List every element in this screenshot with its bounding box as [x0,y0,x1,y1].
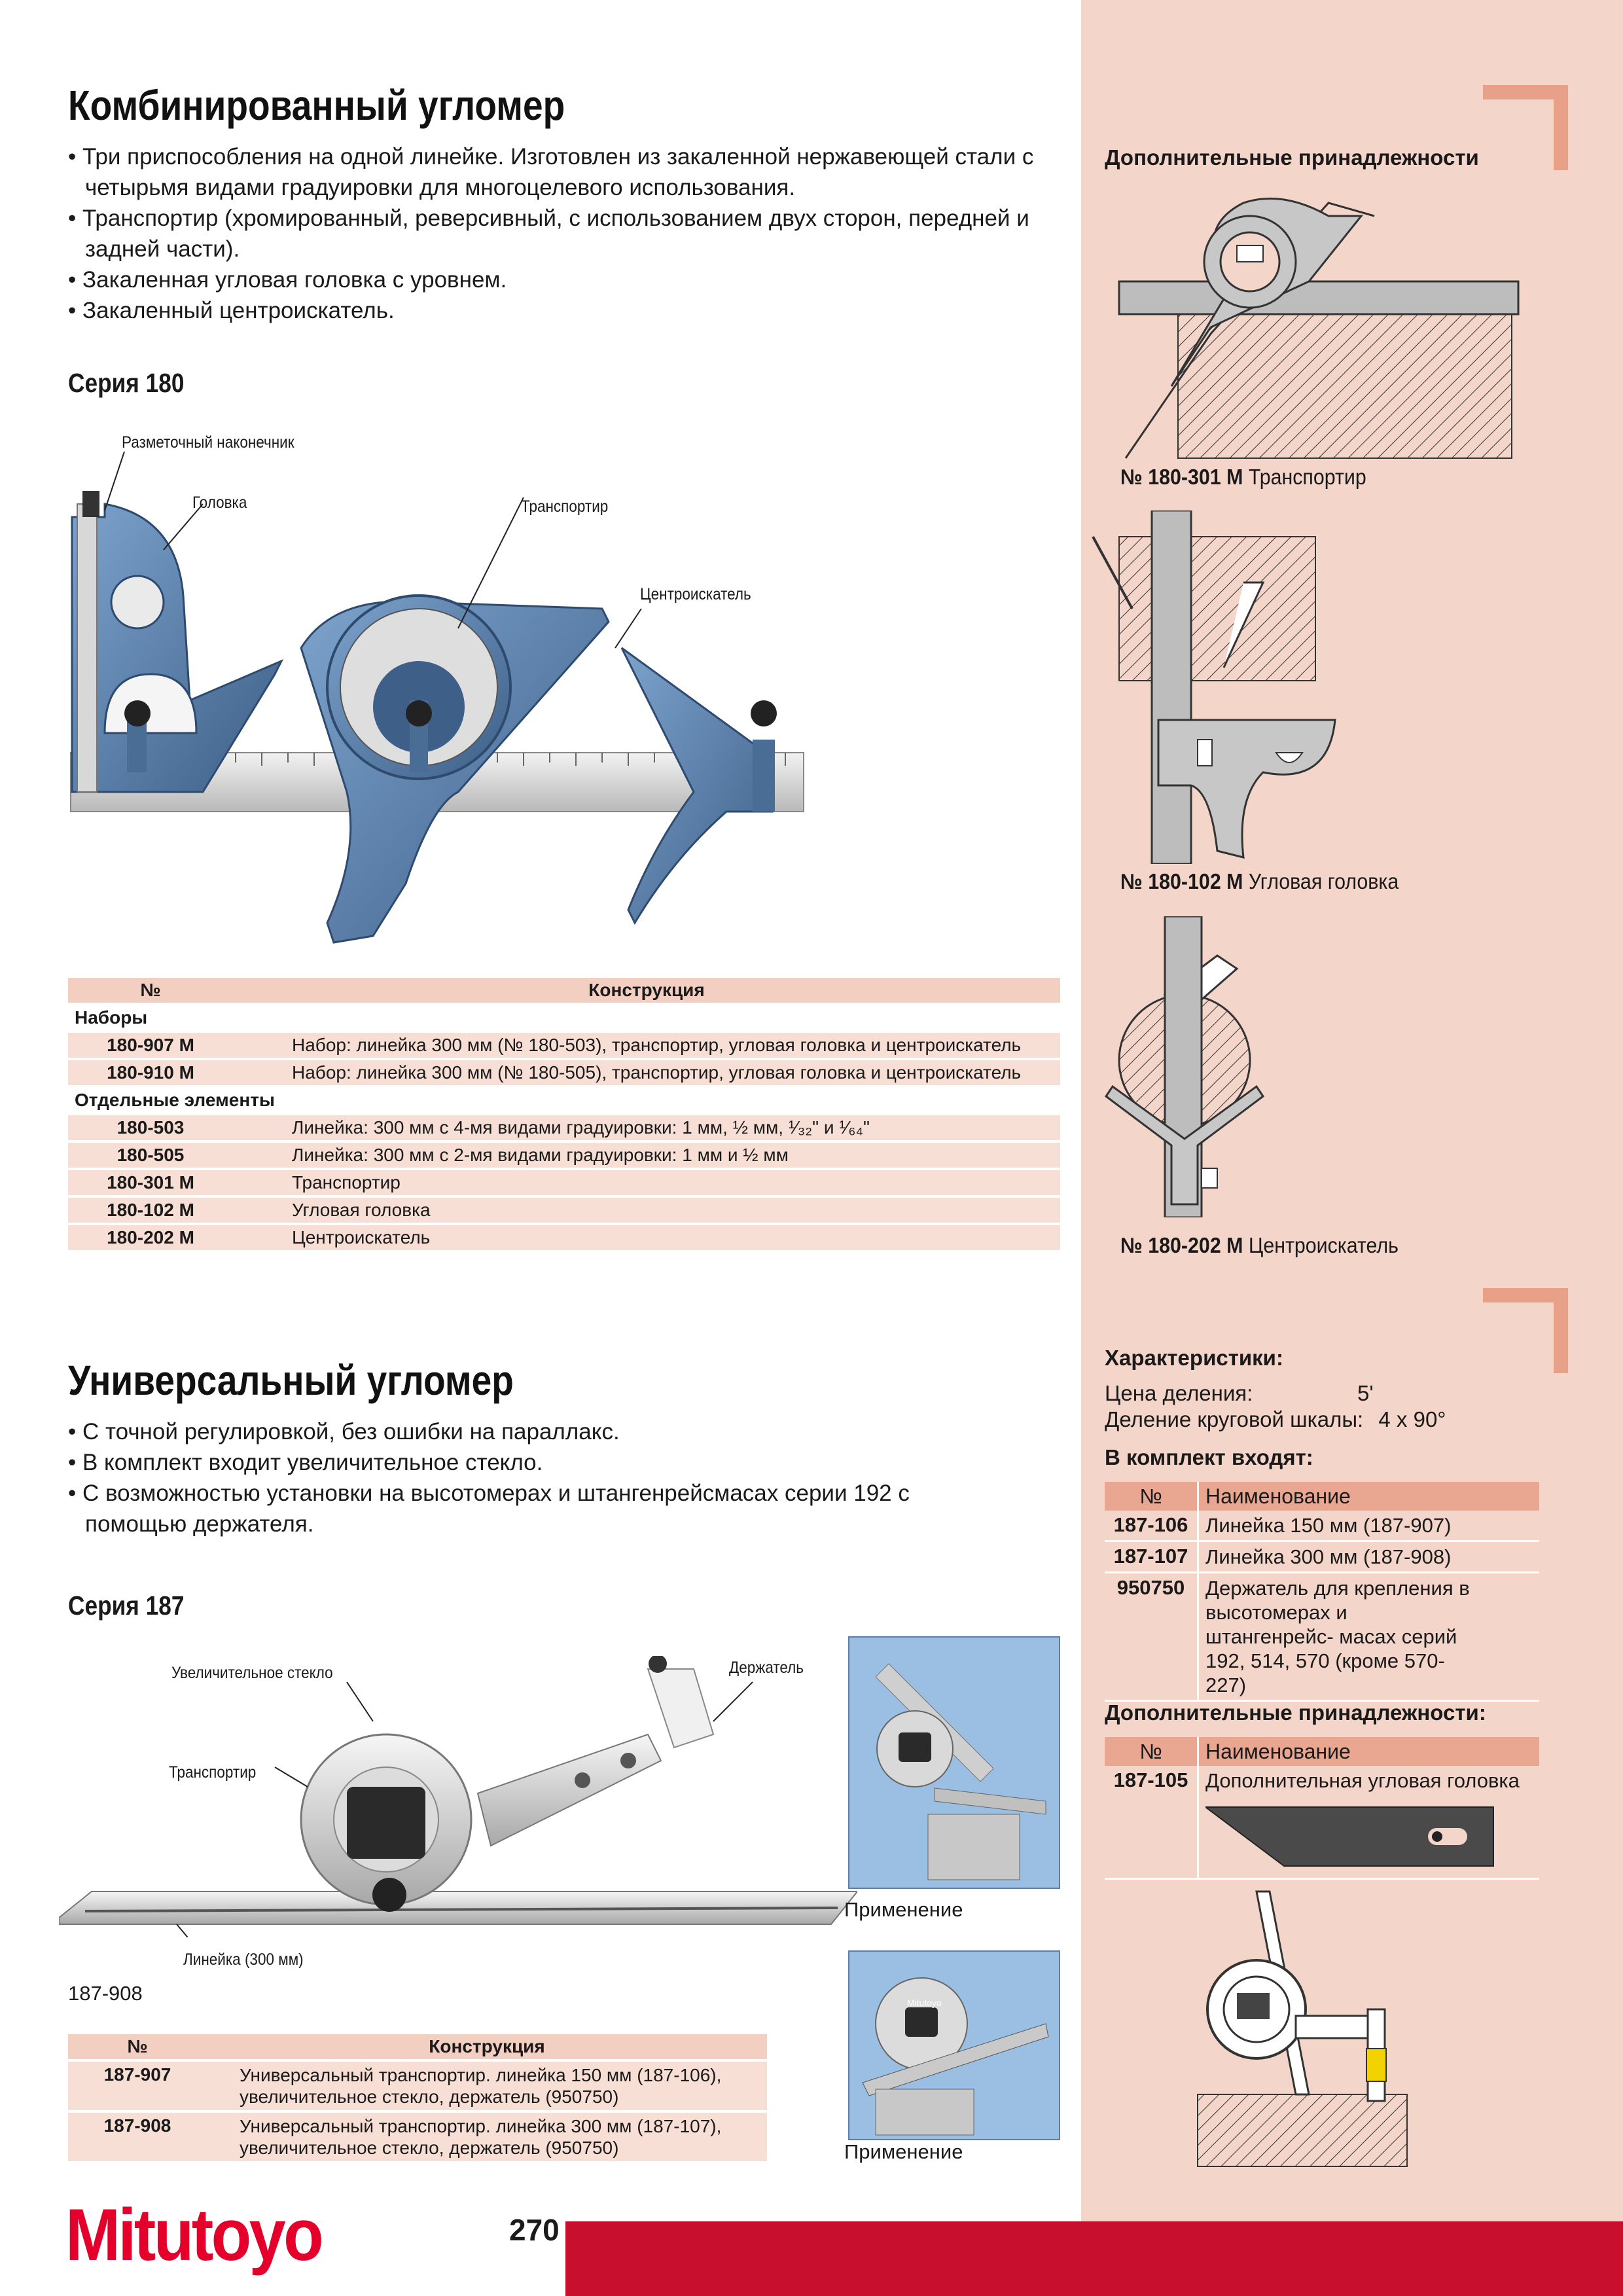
characteristic-value: 5' [1357,1381,1374,1405]
kit-table-header [1105,1482,1539,1511]
table-header-design: Конструкция [207,2034,767,2059]
row-text: Центроискатель [233,1225,1060,1250]
section1-bullet: • Закаленная угловая головка с уровнем. [68,264,1037,295]
row-number: 180-301 M [68,1170,233,1195]
square-head-diagram [1080,511,1355,864]
row-number: 180-907 M [68,1033,233,1058]
row-number: 180-102 M [68,1198,233,1223]
accessories-heading: Дополнительные принадлежности [1105,145,1479,170]
application-caption-1: Применение [844,1898,963,1921]
section1-bullets [68,141,1037,326]
row-number: 187-908 [68,2113,207,2161]
acc-row-name-text: Дополнительная угловая головка [1205,1769,1520,1792]
callout-protractor-2: Транспортир [169,1763,257,1782]
table-row [68,1143,1060,1168]
mitutoyo-logo: Mitutoyo [65,2194,322,2276]
caption-center-head [1120,1233,1399,1258]
table-row [68,1033,1060,1058]
section2-bullets [68,1416,919,1539]
series-180-heading: Серия 180 [68,368,185,398]
row-text: Угловая головка [233,1198,1060,1223]
row-number: 187-907 [68,2062,207,2110]
kit-row-number: 187-106 [1105,1511,1199,1540]
kit-col-no: № [1105,1482,1199,1511]
table-row [68,1060,1060,1085]
row-text [207,2062,767,2110]
accessories-table [1105,1737,1539,1880]
caption-protractor-text: Транспортир [1248,465,1366,489]
row-number: 180-202 M [68,1225,233,1250]
row-text-line: увеличительное стекло, держатель (950750) [240,2087,619,2107]
callout-ruler: Линейка (300 мм) [183,1950,304,1969]
acc-row-number: 187-105 [1105,1766,1199,1878]
table-row [68,1198,1060,1223]
row-text: Транспортир [233,1170,1060,1195]
row-text: Линейка: 300 мм с 4-мя видами градуировки: 1 мм, ½ мм, ¹⁄₃₂" и ¹⁄₆₄" [233,1115,1060,1140]
acc-col-no: № [1105,1737,1199,1767]
table-row [68,1170,1060,1195]
kit-row-number: 187-107 [1105,1542,1199,1571]
caption-square-head [1120,869,1399,894]
application-photo-2 [848,1950,1060,2140]
section1-bullet: • Три приспособления на одной линейке. Изготовлен из закаленной нержавеющей стали с четырьмя видами градуировки для многоцелевого использования. [68,141,1037,203]
protractor-diagram [1113,190,1531,465]
table-header-no: № [68,978,233,1003]
caption-protractor-number: № 180-301 M [1120,465,1243,489]
section2-bullet: • В комплект входит увеличительное стекло. [68,1447,919,1478]
group-sets: Наборы [75,1007,148,1028]
section2-bullet: • С точной регулировкой, без ошибки на параллакс. [68,1416,919,1447]
kit-table [1105,1482,1539,1702]
kit-row [1105,1573,1539,1702]
table-row [68,2062,767,2110]
center-head-diagram [1099,916,1270,1217]
accessories-title: Дополнительные принадлежности: [1105,1700,1486,1725]
kit-title: В комплект входят: [1105,1445,1313,1469]
row-text-line: увеличительное стекло, держатель (950750) [240,2138,619,2158]
acc-col-name: Наименование [1205,1739,1351,1763]
row-number: 180-505 [68,1143,233,1168]
caption-square-head-text: Угловая головка [1248,869,1399,893]
callout-holder: Держатель [729,1659,804,1677]
row-text: Линейка: 300 мм с 2-мя видами градуировки: 1 мм и ½ мм [233,1143,1060,1168]
characteristic-row [1105,1407,1471,1432]
row-number: 180-910 M [68,1060,233,1085]
series-180-table [68,975,1060,1253]
extra-square-head-icon [1205,1801,1507,1873]
characteristics-title: Характеристики: [1105,1346,1283,1370]
model-label: 187-908 [68,1982,143,2005]
application-caption-2: Применение [844,2140,963,2163]
photo-brand-label: Mitutoyo [907,1998,942,2008]
combination-square-illustration [65,425,825,962]
callout-center-finder: Центроискатель [640,585,751,603]
table-row [68,1225,1060,1250]
page-number: 270 [509,2213,560,2247]
row-text-line: Универсальный транспортир. линейка 150 мм (187-106), [240,2065,722,2085]
characteristic-label: Деление круговой шкалы: [1105,1407,1364,1431]
accessories-row [1105,1766,1539,1880]
kit-row [1105,1542,1539,1573]
row-text [207,2113,767,2161]
caption-center-head-number: № 180-202 M [1120,1233,1243,1257]
kit-col-name: Наименование [1205,1484,1351,1508]
section1-title: Комбинированный угломер [68,82,565,129]
series-187-heading: Серия 187 [68,1590,185,1621]
callout-protractor: Транспортир [521,497,609,516]
group-items: Отдельные элементы [75,1090,275,1110]
caption-protractor [1120,465,1366,490]
kit-row-number: 950750 [1105,1573,1199,1700]
kit-row [1105,1511,1539,1542]
row-text: Набор: линейка 300 мм (№ 180-505), транспортир, угловая головка и центроискатель [233,1060,1060,1085]
row-text: Набор: линейка 300 мм (№ 180-503), транспортир, угловая головка и центроискатель [233,1033,1060,1058]
bevel-holder-diagram [1191,1885,1414,2173]
caption-square-head-number: № 180-102 M [1120,869,1243,893]
table-header-design: Конструкция [233,978,1060,1003]
row-text-line: Универсальный транспортир. линейка 300 мм (187-107), [240,2116,722,2136]
callout-magnifier: Увеличительное стекло [171,1664,333,1682]
callout-scribe: Разметочный наконечник [122,433,294,452]
section1-bullet: • Закаленный центроискатель. [68,295,1037,326]
corner-mark-middle [1483,1288,1568,1373]
caption-center-head-text: Центроискатель [1248,1233,1399,1257]
section2-title: Универсальный угломер [68,1357,514,1404]
callout-head: Головка [192,493,247,512]
kit-row-name: Линейка 150 мм (187-907) [1205,1514,1452,1537]
table-row [68,2113,767,2161]
accessories-table-header [1105,1737,1539,1766]
kit-row-name: Линейка 300 мм (187-908) [1205,1545,1452,1568]
characteristic-value: 4 x 90° [1378,1407,1446,1431]
characteristic-row [1105,1381,1471,1406]
series-187-table [68,2032,767,2164]
application-photo-1 [848,1636,1060,1889]
row-number: 180-503 [68,1115,233,1140]
universal-protractor-illustration [59,1656,857,1937]
corner-mark-top [1483,85,1568,170]
acc-row-name [1199,1766,1539,1878]
section2-bullet: • С возможностью установки на высотомерах и штангенрейсмасах серии 192 с помощью держателя. [68,1478,919,1539]
table-row [68,1115,1060,1140]
section1-bullet: • Транспортир (хромированный, реверсивный, с использованием двух сторон, передней и задней части). [68,203,1037,264]
characteristic-label: Цена деления: [1105,1381,1253,1405]
table-header-no: № [68,2034,207,2059]
kit-row-name: Держатель для крепления в высотомерах и штангенрейс- масах серий 192, 514, 570 (кроме 570-227) [1205,1577,1470,1696]
footer-red-bar [565,2221,1623,2296]
